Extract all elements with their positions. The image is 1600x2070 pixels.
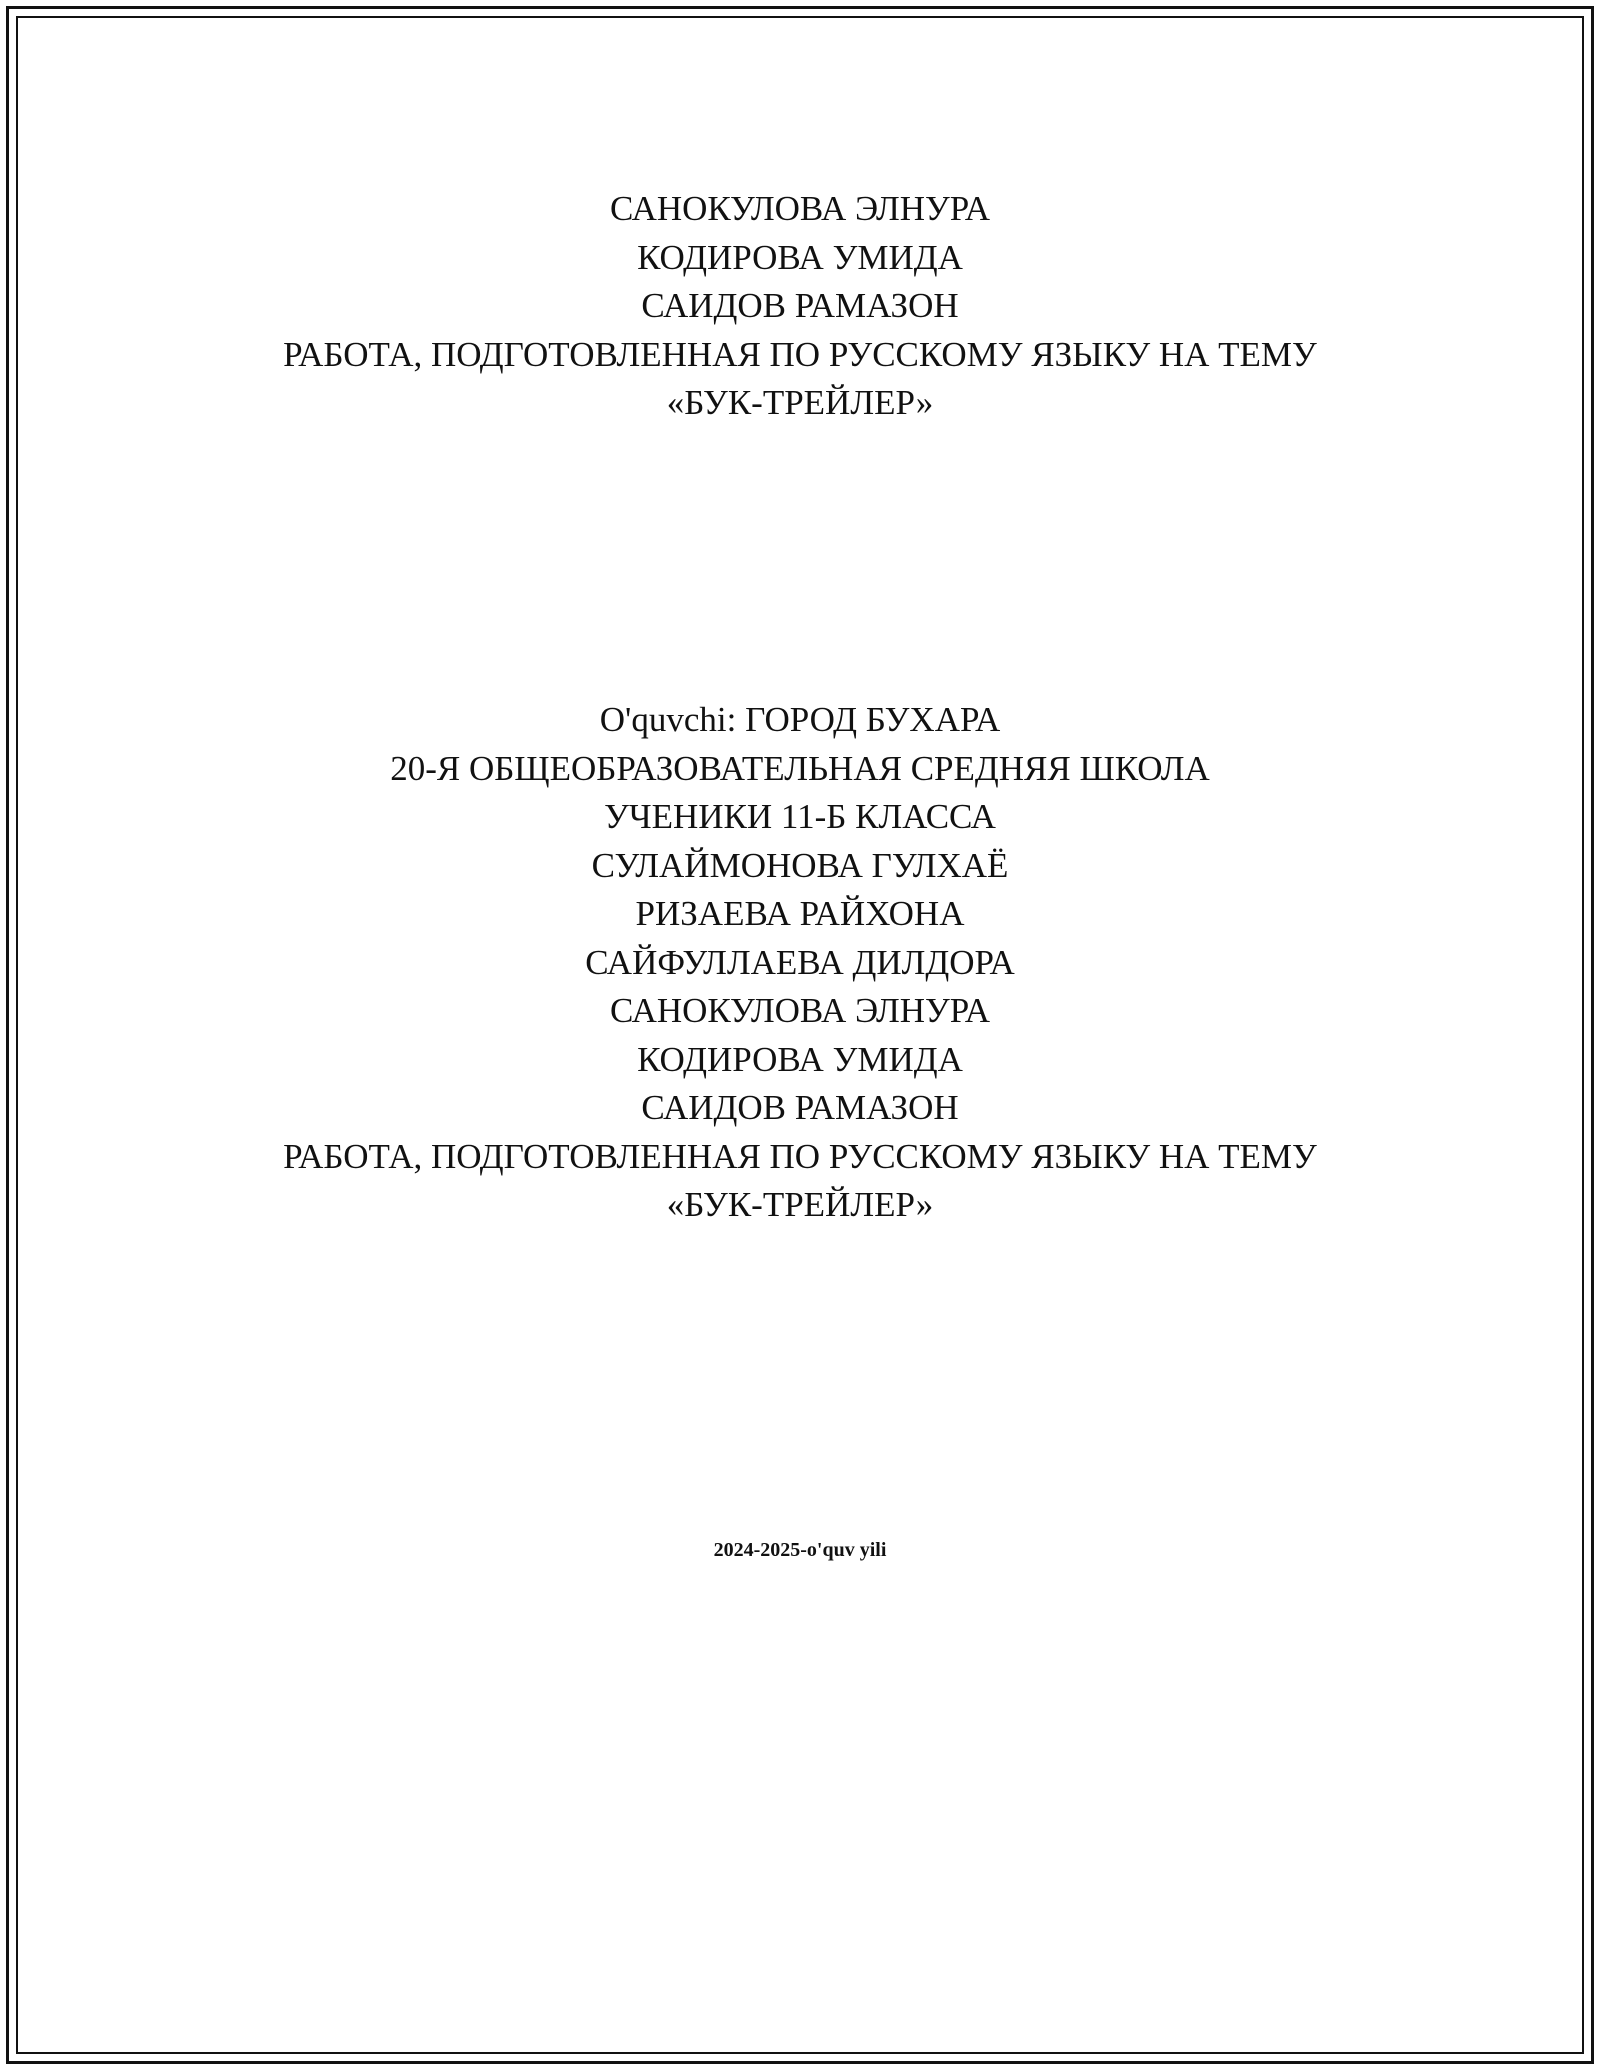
student-info-block (0, 696, 1600, 1230)
student-name-line: САИДОВ РАМАЗОН (641, 1088, 959, 1127)
student-name-line: САНОКУЛОВА ЭЛНУРА (609, 991, 991, 1030)
city-line: O'quvchi: ГОРОД БУХАРА (599, 700, 1001, 739)
work-title-line: «БУК-ТРЕЙЛЕР» (666, 383, 934, 422)
student-name-line: САНОКУЛОВА ЭЛНУРА (609, 189, 991, 228)
student-name-line: КОДИРОВА УМИДА (637, 1039, 963, 1079)
work-topic-line: РАБОТА, ПОДГОТОВЛЕННАЯ ПО РУССКОМУ ЯЗЫКУ НА ТЕМУ (283, 334, 1317, 374)
student-name-line: КОДИРОВА УМИДА (637, 237, 963, 277)
student-name-line: РИЗАЕВА РАЙХОНА (635, 894, 965, 933)
student-name-line: САИДОВ РАМАЗОН (641, 286, 959, 325)
school-line: 20-Я ОБЩЕОБРАЗОВАТЕЛЬНАЯ СРЕДНЯЯ ШКОЛА (390, 748, 1210, 788)
student-name-line: САЙФУЛЛАЕВА ДИЛДОРА (585, 942, 1015, 982)
work-title-line: «БУК-ТРЕЙЛЕР» (666, 1185, 934, 1224)
student-name-line: СУЛАЙМОНОВА ГУЛХАЁ (591, 845, 1009, 885)
top-title-block (0, 185, 1600, 428)
work-topic-line: РАБОТА, ПОДГОТОВЛЕННАЯ ПО РУССКОМУ ЯЗЫКУ НА ТЕМУ (283, 1136, 1317, 1176)
class-line: УЧЕНИКИ 11-Б КЛАССА (604, 797, 996, 836)
academic-year: 2024-2025-o'quv yili (713, 1539, 887, 1561)
